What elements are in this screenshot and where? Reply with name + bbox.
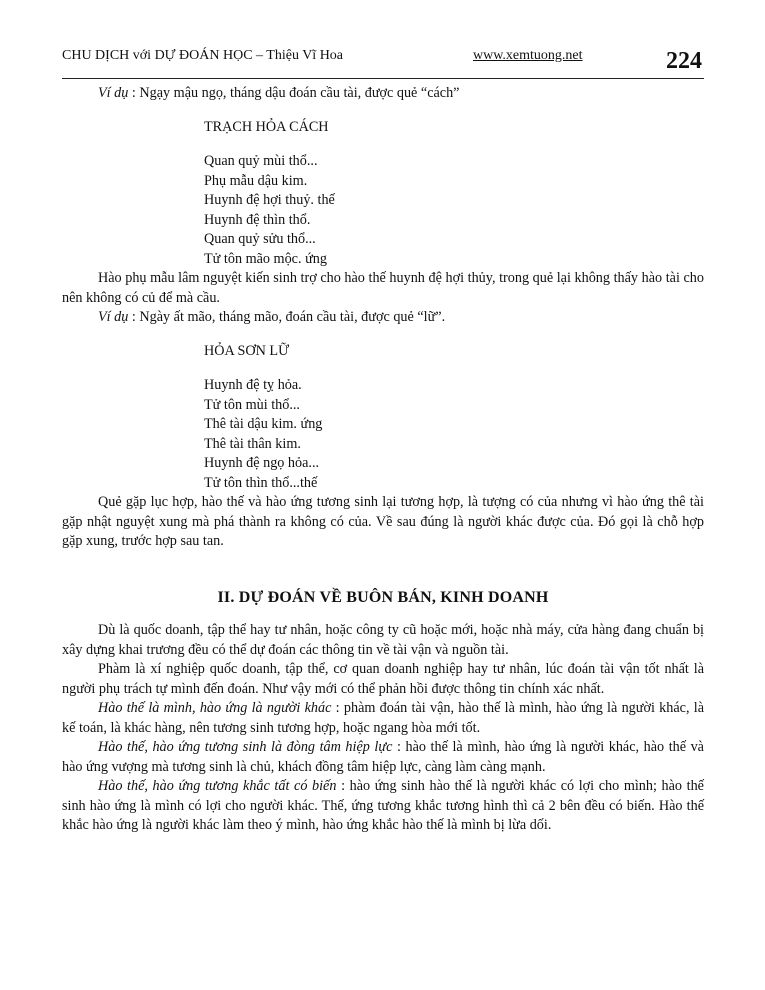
example-label: Ví dụ bbox=[98, 85, 129, 101]
rule-text: : hào ứng sinh hào thế là người khác có lợi cho mình; hào thế sinh hào ứng là mình có lợi cho người khác. Thế, ứng tương khắc tương hình thì cả 2 bên đều có biến. Hào thế khắc hào ứng là người khác làm theo ý mình, hào ứng khắc hào thế là mình bị lừa dối. bbox=[62, 778, 704, 833]
example-text: : Ngày ất mão, tháng mão, đoán cầu tài, được quẻ “lữ”. bbox=[128, 309, 446, 325]
hexagram-line: Tử tôn thìn thổ...thế bbox=[204, 474, 318, 491]
rule-heading: Hào thế, hào ứng tương sinh là đòng tâm hiệp lực bbox=[98, 739, 393, 755]
page-number: 224 bbox=[666, 48, 702, 74]
hexagram-title: TRẠCH HỎA CÁCH bbox=[204, 118, 329, 135]
rule-text: : phàm đoán tài vận, hào thế là mình, hào ứng là người khác, là kế toán, là khác hàng, nên tương sinh tương hợp, hoặc ngang hòa mới tốt. bbox=[62, 700, 705, 736]
example-label: Ví dụ bbox=[98, 309, 129, 325]
hexagram-line: Phụ mẫu dậu kim. bbox=[204, 172, 308, 189]
example-1-intro bbox=[62, 84, 704, 104]
section-paragraph bbox=[62, 738, 704, 777]
website-link[interactable]: www.xemtuong.net bbox=[473, 48, 583, 63]
example-text: : Ngạy mậu ngọ, tháng dậu đoán cầu tài, được quẻ “cách” bbox=[128, 85, 460, 101]
section-paragraph bbox=[62, 699, 704, 738]
hexagram-line: Huynh đệ thìn thổ. bbox=[204, 211, 311, 228]
example-2-commentary: Quẻ gặp lục hợp, hào thế và hào ứng tương sinh lại tương hợp, là tượng có của nhưng vì hào ứng thê tài gặp nhật nguyệt xung mà phá thành ra không có của. Về sau đúng là người khác được của. Đó gọi là chỗ hợp gặp xung, trước hợp sau tan. bbox=[62, 494, 704, 549]
hexagram-line: Huynh đệ tỵ hỏa. bbox=[204, 377, 302, 393]
hexagram-line: Quan quỷ sửu thổ... bbox=[204, 231, 316, 247]
section-paragraph: Phàm là xí nghiệp quốc doanh, tập thể, cơ quan doanh nghiệp hay tư nhân, lúc đoán tài vận tốt nhất là người phụ trách tự mình đến đoán. Như vậy mới có thể phản hồi được thông tin chính xác nhất. bbox=[62, 661, 704, 697]
rule-heading: Hào thế, hào ứng tương khắc tất có biến bbox=[98, 778, 337, 794]
hexagram-line: Huynh đệ hợi thuỷ. thế bbox=[204, 192, 335, 208]
example-2-intro bbox=[62, 308, 704, 328]
rule-heading: Hào thế là mình, hào ứng là người khác bbox=[98, 700, 332, 716]
hexagram-block-2 bbox=[204, 342, 704, 494]
hexagram-block-1 bbox=[204, 118, 704, 270]
hexagram-line: Tử tôn mùi thổ... bbox=[204, 396, 300, 413]
hexagram-title: HỎA SƠN LỮ bbox=[204, 342, 290, 359]
example-1-commentary: Hào phụ mẫu lâm nguyệt kiến sinh trợ cho hào thế huynh đệ hợi thủy, trong quẻ lại không thấy hào tài cho nên không có củ để mà cầu. bbox=[62, 270, 704, 306]
page-header bbox=[62, 38, 704, 79]
hexagram-line: Thê tài dậu kim. ứng bbox=[204, 416, 323, 432]
page-body bbox=[62, 84, 704, 836]
hexagram-line: Tử tôn mão mộc. ứng bbox=[204, 250, 327, 267]
section-paragraph bbox=[62, 777, 704, 836]
section-paragraph: Dù là quốc doanh, tập thể hay tư nhân, hoặc công ty cũ hoặc mới, hoặc nhà máy, cửa hàng đang chuẩn bị xây dựng khai trương đều có thể dự đoán các thông tin về tài vận và nguồn tài. bbox=[62, 622, 704, 658]
book-title: CHU DỊCH với DỰ ĐOÁN HỌC – Thiệu Vĩ Hoa bbox=[62, 48, 344, 63]
hexagram-line: Huynh đệ ngọ hỏa... bbox=[204, 455, 320, 471]
hexagram-line: Thê tài thân kim. bbox=[204, 435, 301, 452]
hexagram-line: Quan quỷ mùi thổ... bbox=[204, 153, 318, 169]
rule-text: : hào thế là mình, hào ứng là người khác, hào thế và hào ứng vượng mà tương sinh là chủ, khách đồng tâm hiệp lực, càng làm càng mạnh. bbox=[62, 739, 704, 775]
section-heading: II. DỰ ĐOÁN VỀ BUÔN BÁN, KINH DOANH bbox=[217, 588, 549, 606]
